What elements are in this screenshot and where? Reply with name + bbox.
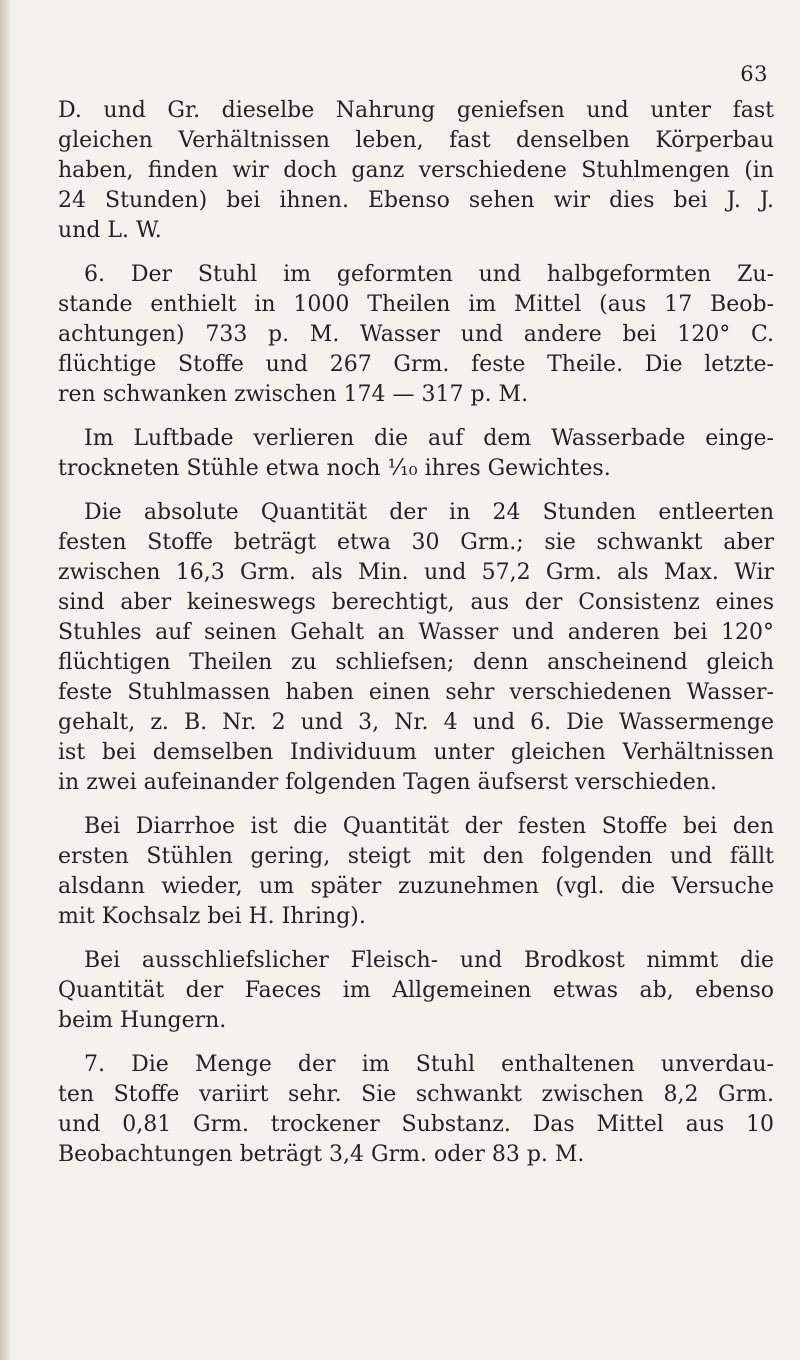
text-line: Die absolute Quantität der in 24 Stunden entleerten: [84, 500, 774, 525]
text-line: achtungen) 733 p. M. Wasser und andere bei 120° C.: [58, 322, 774, 347]
text-line: Quantität der Faeces im Allgemeinen etwas ab, ebenso: [58, 978, 774, 1003]
text-line: zwischen 16,3 Grm. als Min. und 57,2 Grm. als Max. Wir: [58, 560, 774, 585]
text-line: 6. Der Stuhl im geformten und halbgeformten Zu-: [84, 262, 774, 287]
paragraph: [58, 260, 774, 410]
text-line: Im Luftbade verlieren die auf dem Wasserbade einge-: [84, 426, 774, 451]
text-line: und L. W.: [58, 218, 162, 243]
text-line: ten Stoffe variirt sehr. Sie schwankt zwischen 8,2 Grm.: [58, 1082, 774, 1107]
text-line: flüchtigen Theilen zu schliefsen; denn anscheinend gleich: [58, 650, 774, 675]
text-line: 7. Die Menge der im Stuhl enthaltenen unverdau-: [84, 1052, 774, 1077]
text-line: alsdann wieder, um später zuzunehmen (vgl. die Versuche: [58, 874, 774, 899]
text-line: ersten Stühlen gering, steigt mit den folgenden und fällt: [58, 844, 774, 869]
body-text: [58, 96, 774, 1170]
text-line: und 0,81 Grm. trockener Substanz. Das Mittel aus 10: [58, 1112, 774, 1137]
text-line: festen Stoffe beträgt etwa 30 Grm.; sie schwankt aber: [58, 530, 774, 555]
text-line: Stuhles auf seinen Gehalt an Wasser und anderen bei 120°: [58, 620, 774, 645]
paragraph: [58, 424, 774, 484]
text-line: flüchtige Stoffe und 267 Grm. feste Theile. Die letzte-: [58, 352, 774, 377]
page-number: 63: [740, 62, 768, 86]
text-line: haben, finden wir doch ganz verschiedene Stuhlmengen (in: [58, 158, 774, 183]
text-line: 24 Stunden) bei ihnen. Ebenso sehen wir dies bei J. J.: [58, 188, 774, 213]
text-line: mit Kochsalz bei H. Ihring).: [58, 904, 366, 929]
paragraph: [58, 812, 774, 932]
text-line: Beobachtungen beträgt 3,4 Grm. oder 83 p. M.: [58, 1142, 585, 1167]
paragraph: [58, 498, 774, 798]
paragraph: [58, 946, 774, 1036]
text-line: gehalt, z. B. Nr. 2 und 3, Nr. 4 und 6. Die Wassermenge: [58, 710, 774, 735]
text-line: Bei Diarrhoe ist die Quantität der festen Stoffe bei den: [84, 814, 774, 839]
text-line: Bei ausschliefslicher Fleisch- und Brodkost nimmt die: [84, 948, 774, 973]
text-line: ist bei demselben Individuum unter gleichen Verhältnissen: [58, 740, 774, 765]
text-line: feste Stuhlmassen haben einen sehr verschiedenen Wasser-: [58, 680, 774, 705]
text-line: ren schwanken zwischen 174 — 317 p. M.: [58, 382, 529, 407]
text-line: in zwei aufeinander folgenden Tagen äufserst verschieden.: [58, 770, 717, 795]
paragraph: [58, 1050, 774, 1170]
text-line: trockneten Stühle etwa noch ¹⁄₁₀ ihres Gewichtes.: [58, 456, 611, 481]
paragraph: [58, 96, 774, 246]
text-line: stande enthielt in 1000 Theilen im Mittel (aus 17 Beob-: [58, 292, 774, 317]
text-line: sind aber keineswegs berechtigt, aus der Consistenz eines: [58, 590, 774, 615]
text-line: beim Hungern.: [58, 1008, 227, 1033]
text-line: gleichen Verhältnissen leben, fast denselben Körperbau: [58, 128, 774, 153]
page-binding-edge: [0, 0, 10, 1360]
text-line: D. und Gr. dieselbe Nahrung geniefsen und unter fast: [58, 98, 774, 123]
